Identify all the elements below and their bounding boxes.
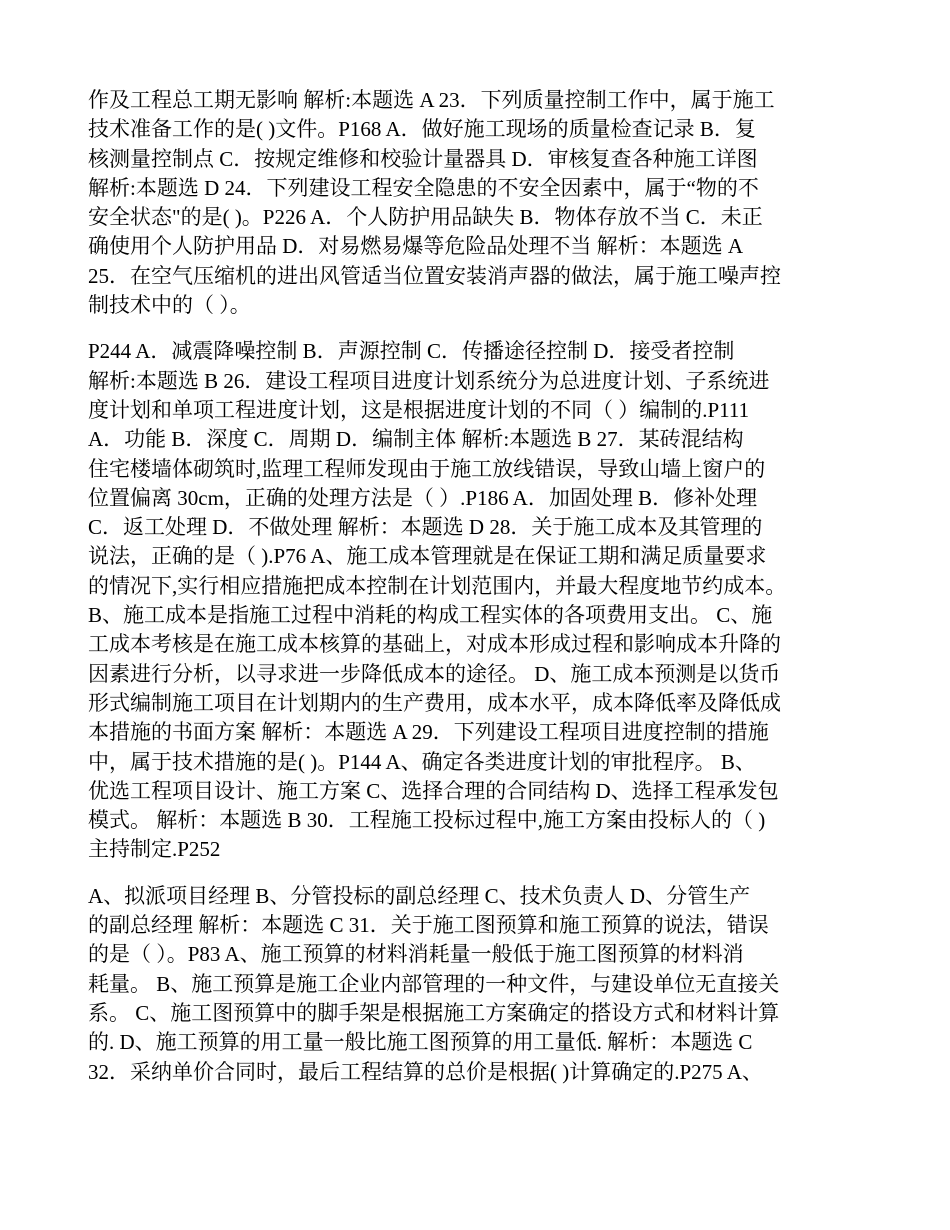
text-line: 32．采纳单价合同时，最后工程结算的总价是根据( )计算确定的.P275 A、	[88, 1059, 763, 1084]
text-line: 模式。 解析：本题选 B 30．工程施工投标过程中,施工方案由投标人的（ )	[88, 808, 766, 833]
text-line: A、拟派项目经理 B、分管投标的副总经理 C、技术负责人 D、分管生产	[88, 883, 751, 908]
text-line: 解析:本题选 B 26．建设工程项目进度计划系统分为总进度计划、子系统进	[88, 368, 770, 393]
text-line: 工成本考核是在施工成本核算的基础上，对成本形成过程和影响成本升降的	[88, 632, 781, 657]
text-line: 耗量。 B、施工预算是施工企业内部管理的一种文件，与建设单位无直接关	[88, 971, 780, 996]
text-line: 作及工程总工期无影响 解析:本题选 A 23．下列质量控制工作中，属于施工	[88, 88, 775, 112]
text-line: 中，属于技术措施的是( )。P144 A、确定各类进度计划的审批程序。 B、	[88, 749, 756, 774]
text-line: C．返工处理 D．不做处理 解析：本题选 D 28．关于施工成本及其管理的	[88, 515, 763, 540]
text-line: A．功能 B．深度 C．周期 D．编制主体 解析:本题选 B 27．某砖混结构	[88, 427, 744, 452]
text-line: 的是（ ）。P83 A、施工预算的材料消耗量一般低于施工图预算的材料消	[88, 942, 744, 967]
text-line: 的. D、施工预算的用工量一般比施工图预算的用工量低. 解析：本题选 C	[88, 1030, 753, 1055]
text-line: 的情况下,实行相应措施把成本控制在计划范围内，并最大程度地节约成本。	[88, 573, 787, 598]
paragraph-spacer	[88, 320, 863, 337]
text-line: 安全状态"的是( )。P226 A．个人防护用品缺失 B．物体存放不当 C．未正	[88, 205, 763, 230]
text-line: 的副总经理 解析：本题选 C 31．关于施工图预算和施工预算的说法，错误	[88, 913, 769, 938]
text-line: 技术准备工作的是( )文件。P168 A．做好施工现场的质量检查记录 B．复	[88, 117, 756, 142]
paragraph-1	[88, 86, 863, 320]
text-line: 系。 C、施工图预算中的脚手架是根据施工方案确定的搭设方式和材料计算	[88, 1000, 780, 1025]
text-line: 主持制定.P252	[88, 837, 221, 862]
paragraph-spacer	[88, 865, 863, 882]
text-line: 制技术中的（ ）。	[88, 293, 251, 318]
text-line: 说法，正确的是（ ).P76 A、施工成本管理就是在保证工期和满足质量要求	[88, 544, 767, 569]
text-line: 形式编制施工项目在计划期内的生产费用，成本水平，成本降低率及降低成	[88, 690, 781, 715]
text-line: P244 A．减震降噪控制 B．声源控制 C．传播途径控制 D．接受者控制	[88, 339, 735, 364]
text-line: 核测量控制点 C．按规定维修和校验计量器具 D．审核复查各种施工详图	[88, 146, 758, 171]
text-line: 因素进行分析，以寻求进一步降低成本的途径。 D、施工成本预测是以货币	[88, 661, 781, 686]
text-line: 确使用个人防护用品 D．对易燃易爆等危险品处理不当 解析：本题选 A	[88, 234, 744, 259]
document-body	[88, 86, 863, 1087]
text-line: B、施工成本是指施工过程中消耗的构成工程实体的各项费用支出。 C、施	[88, 603, 773, 628]
text-line: 优选工程项目设计、施工方案 C、选择合理的合同结构 D、选择工程承发包	[88, 778, 779, 803]
text-line: 25．在空气压缩机的进出风管适当位置安装消声器的做法，属于施工噪声控	[88, 263, 781, 288]
text-line: 度计划和单项工程进度计划，这是根据进度计划的不同（ ）编制的.P111	[88, 397, 750, 422]
text-line: 位置偏离 30cm，正确的处理方法是（ ）.P186 A．加固处理 B．修补处理	[88, 485, 758, 510]
text-line: 住宅楼墙体砌筑时,监理工程师发现由于施工放线错误，导致山墙上窗户的	[88, 456, 766, 481]
paragraph-2	[88, 337, 863, 864]
paragraph-3	[88, 882, 863, 1087]
text-line: 本措施的书面方案 解析：本题选 A 29．下列建设工程项目进度控制的措施	[88, 720, 769, 745]
text-line: 解析:本题选 D 24．下列建设工程安全隐患的不安全因素中，属于“物的不	[88, 175, 759, 200]
